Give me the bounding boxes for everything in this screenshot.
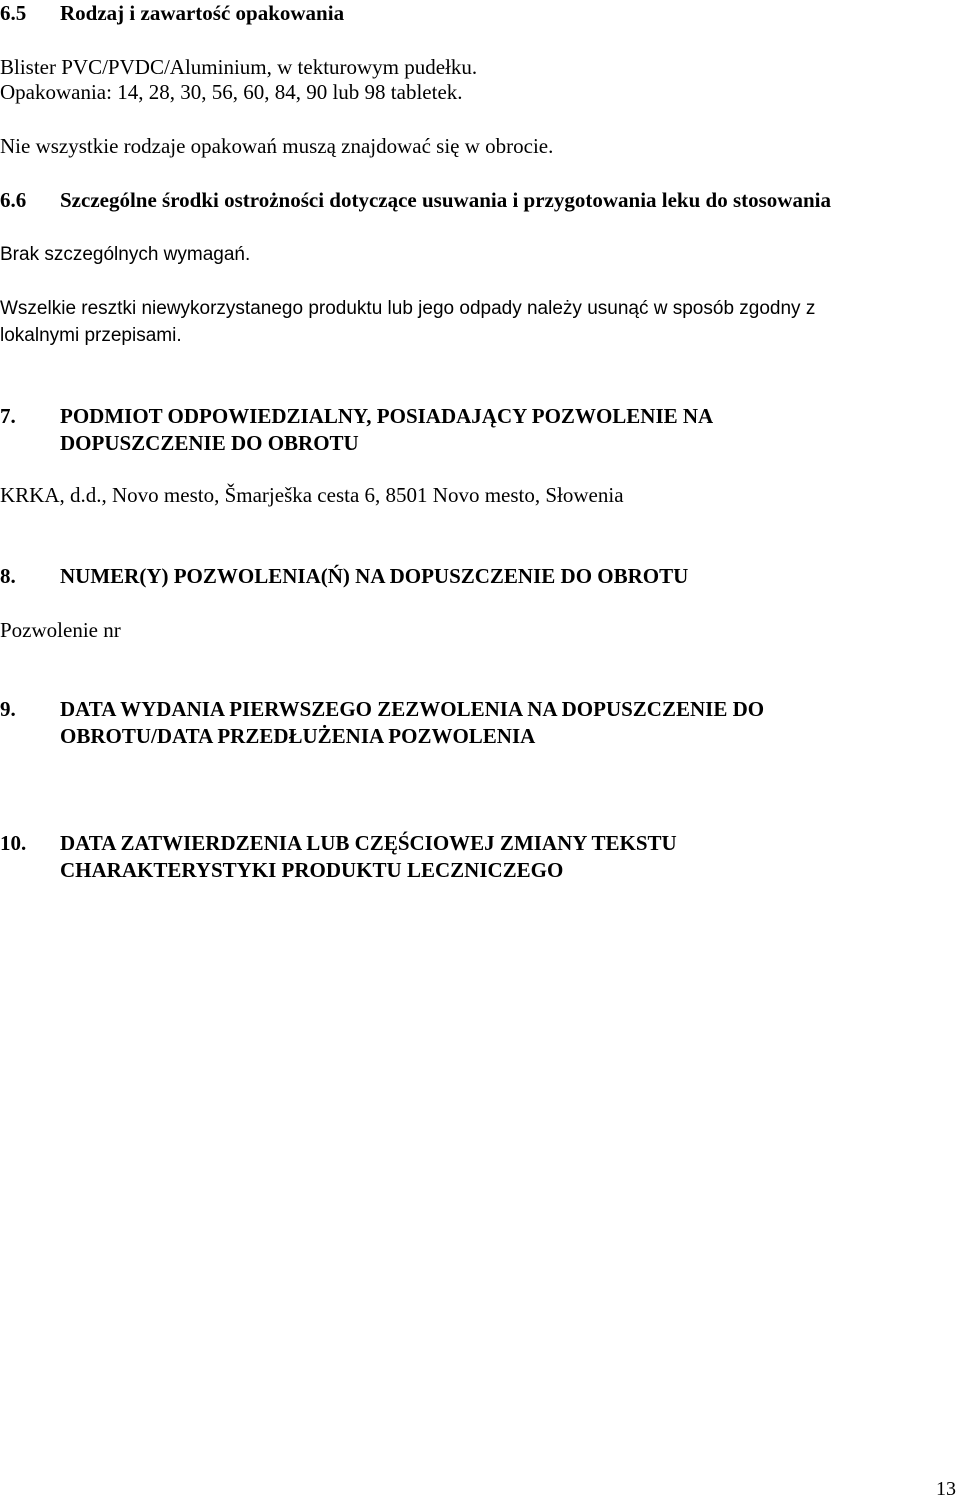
paragraph-line: Brak szczególnych wymagań. (0, 244, 251, 265)
section-number: 8. (0, 564, 16, 588)
paragraph-line: KRKA, d.d., Novo mesto, Šmarješka cesta 6, 8501 Novo mesto, Słowenia (0, 483, 624, 507)
paragraph-line: Opakowania: 14, 28, 30, 56, 60, 84, 90 lub 98 tabletek. (0, 80, 463, 104)
section-title: DATA ZATWIERDZENIA LUB CZĘŚCIOWEJ ZMIANY TEKSTU (60, 831, 677, 855)
section-title: Rodzaj i zawartość opakowania (60, 1, 345, 25)
section-title: CHARAKTERYSTYKI PRODUKTU LECZNICZEGO (60, 858, 564, 882)
paragraph-line: Pozwolenie nr (0, 618, 121, 642)
section-title: PODMIOT ODPOWIEDZIALNY, POSIADAJĄCY POZWOLENIE NA (60, 404, 714, 428)
section-number: 6.6 (0, 188, 27, 212)
section-title: Szczególne środki ostrożności dotyczące usuwania i przygotowania leku do stosowania (60, 188, 831, 212)
section-number: 7. (0, 404, 16, 428)
paragraph-line: Blister PVC/PVDC/Aluminium, w tekturowym pudełku. (0, 55, 478, 79)
section-number: 6.5 (0, 1, 27, 25)
section-title: DOPUSZCZENIE DO OBROTU (60, 431, 359, 455)
section-title: DATA WYDANIA PIERWSZEGO ZEZWOLENIA NA DOPUSZCZENIE DO (60, 697, 765, 721)
section-title: OBROTU/DATA PRZEDŁUŻENIA POZWOLENIA (60, 724, 536, 748)
page-number: 13 (936, 1478, 956, 1500)
section-title: NUMER(Y) POZWOLENIA(Ń) NA DOPUSZCZENIE DO OBROTU (60, 564, 689, 588)
section-number: 9. (0, 697, 16, 721)
paragraph-line: Wszelkie resztki niewykorzystanego produktu lub jego odpady należy usunąć w sposób zgodny z (0, 298, 816, 319)
paragraph-line: Nie wszystkie rodzaje opakowań muszą znajdować się w obrocie. (0, 134, 554, 158)
section-number: 10. (0, 831, 27, 855)
paragraph-line: lokalnymi przepisami. (0, 325, 182, 346)
